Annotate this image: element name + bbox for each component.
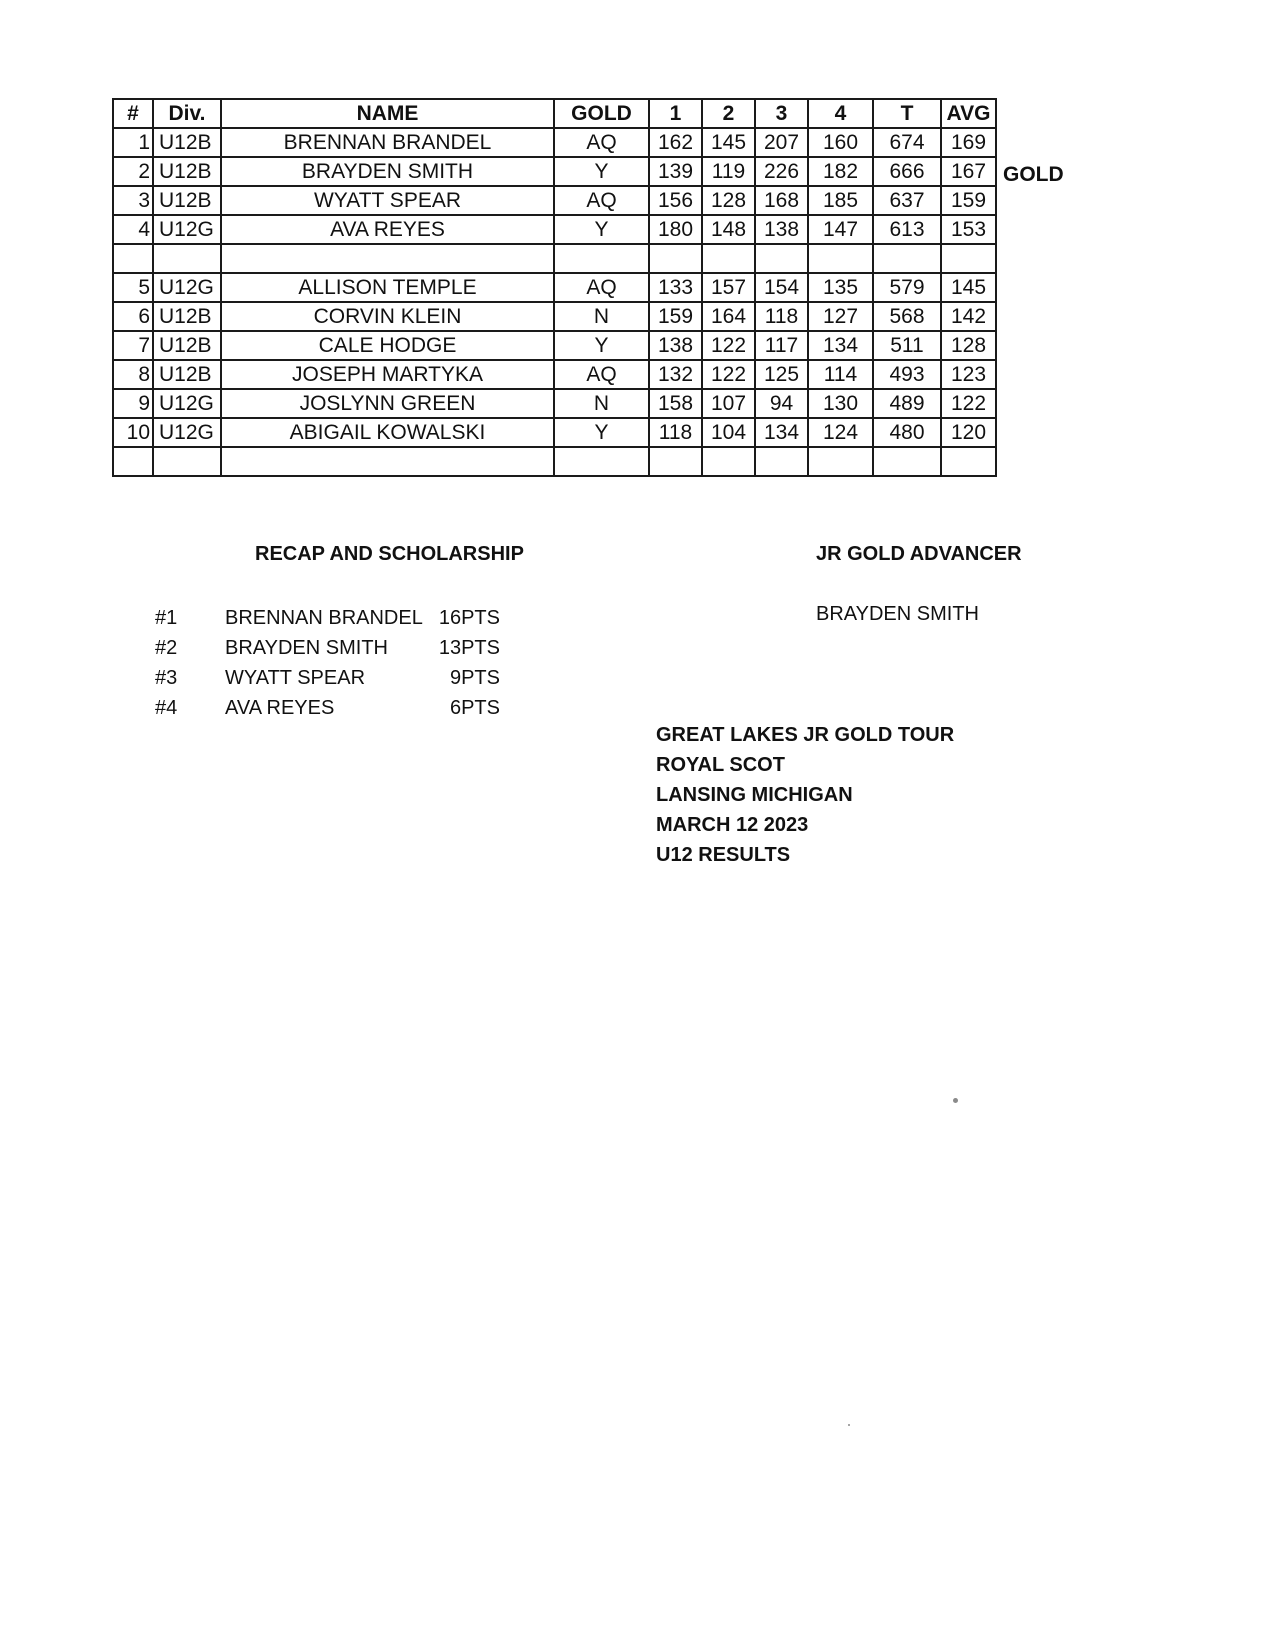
cell-game-4: 160: [808, 128, 873, 157]
cell-total: 489: [873, 389, 941, 418]
cell-game-3: 125: [755, 360, 808, 389]
recap-heading: RECAP AND SCHOLARSHIP: [255, 543, 524, 565]
cell-game-3: 207: [755, 128, 808, 157]
cell-game-2: 148: [702, 215, 755, 244]
cell-division: U12B: [153, 157, 221, 186]
cell-average: [941, 244, 996, 273]
cell-game-3: 226: [755, 157, 808, 186]
header-total: T: [873, 99, 941, 128]
cell-division: [153, 447, 221, 476]
table-row: [113, 157, 996, 186]
table-row: [113, 128, 996, 157]
header-average: AVG: [941, 99, 996, 128]
cell-rank: 10: [113, 418, 153, 447]
cell-average: 153: [941, 215, 996, 244]
cell-rank: 6: [113, 302, 153, 331]
cell-average: 142: [941, 302, 996, 331]
cell-game-3: 154: [755, 273, 808, 302]
cell-game-2: 107: [702, 389, 755, 418]
cell-game-4: [808, 447, 873, 476]
cell-game-1: 158: [649, 389, 702, 418]
recap-name: AVA REYES: [225, 697, 335, 719]
cell-game-1: 133: [649, 273, 702, 302]
cell-rank: 4: [113, 215, 153, 244]
recap-name: BRENNAN BRANDEL: [225, 607, 423, 629]
cell-gold: N: [554, 302, 649, 331]
cell-game-4: 134: [808, 331, 873, 360]
cell-game-4: 147: [808, 215, 873, 244]
cell-game-4: 114: [808, 360, 873, 389]
cell-average: 120: [941, 418, 996, 447]
advancer-name: BRAYDEN SMITH: [816, 603, 979, 625]
cell-name: ABIGAIL KOWALSKI: [221, 418, 554, 447]
scan-speck: [848, 1424, 850, 1426]
cell-division: U12G: [153, 273, 221, 302]
table-row: [113, 273, 996, 302]
cell-division: U12B: [153, 128, 221, 157]
cell-game-1: 162: [649, 128, 702, 157]
cell-game-1: 118: [649, 418, 702, 447]
cell-name: JOSLYNN GREEN: [221, 389, 554, 418]
cell-game-3: 118: [755, 302, 808, 331]
cell-rank: [113, 447, 153, 476]
cell-rank: 2: [113, 157, 153, 186]
results-table-body: [113, 128, 996, 476]
recap-rank: #3: [155, 667, 178, 689]
cell-average: [941, 447, 996, 476]
event-location: LANSING MICHIGAN: [656, 784, 853, 806]
cell-rank: 3: [113, 186, 153, 215]
cell-game-3: 94: [755, 389, 808, 418]
cell-division: U12G: [153, 389, 221, 418]
cell-average: 169: [941, 128, 996, 157]
gold-qualifier-tag: GOLD: [1003, 163, 1064, 186]
cell-total: 480: [873, 418, 941, 447]
cell-gold: [554, 244, 649, 273]
cell-game-4: 135: [808, 273, 873, 302]
recap-points: 16PTS: [438, 607, 500, 629]
cell-game-2: 104: [702, 418, 755, 447]
recap-name: BRAYDEN SMITH: [225, 637, 388, 659]
cell-total: 579: [873, 273, 941, 302]
cell-game-1: 132: [649, 360, 702, 389]
cell-game-3: 168: [755, 186, 808, 215]
cell-game-3: [755, 447, 808, 476]
cell-division: U12B: [153, 331, 221, 360]
cell-total: [873, 447, 941, 476]
cell-total: 613: [873, 215, 941, 244]
cell-gold: Y: [554, 331, 649, 360]
cell-gold: Y: [554, 157, 649, 186]
cell-average: 159: [941, 186, 996, 215]
cell-total: 666: [873, 157, 941, 186]
cell-name: BRENNAN BRANDEL: [221, 128, 554, 157]
event-date: MARCH 12 2023: [656, 814, 809, 836]
cell-game-4: 130: [808, 389, 873, 418]
cell-total: 568: [873, 302, 941, 331]
cell-gold: AQ: [554, 360, 649, 389]
cell-rank: 9: [113, 389, 153, 418]
header-game-2: 2: [702, 99, 755, 128]
cell-gold: Y: [554, 418, 649, 447]
cell-total: 493: [873, 360, 941, 389]
cell-game-4: [808, 244, 873, 273]
cell-name: JOSEPH MARTYKA: [221, 360, 554, 389]
cell-game-2: 122: [702, 360, 755, 389]
scan-speck: [953, 1098, 958, 1103]
cell-game-3: 117: [755, 331, 808, 360]
cell-game-2: [702, 244, 755, 273]
cell-game-1: [649, 244, 702, 273]
header-rank: #: [113, 99, 153, 128]
cell-name: ALLISON TEMPLE: [221, 273, 554, 302]
table-row: [113, 418, 996, 447]
cell-game-4: 127: [808, 302, 873, 331]
cell-game-2: [702, 447, 755, 476]
cell-rank: [113, 244, 153, 273]
table-header-row: [113, 99, 996, 128]
cell-rank: 8: [113, 360, 153, 389]
cell-average: 128: [941, 331, 996, 360]
table-row: [113, 360, 996, 389]
cell-gold: AQ: [554, 186, 649, 215]
event-tour-name: GREAT LAKES JR GOLD TOUR: [656, 724, 955, 746]
cell-name: BRAYDEN SMITH: [221, 157, 554, 186]
cell-rank: 5: [113, 273, 153, 302]
advancer-heading: JR GOLD ADVANCER: [816, 543, 1022, 565]
cell-game-2: 157: [702, 273, 755, 302]
cell-average: 123: [941, 360, 996, 389]
cell-rank: 7: [113, 331, 153, 360]
event-results-label: U12 RESULTS: [656, 844, 791, 866]
cell-rank: 1: [113, 128, 153, 157]
cell-division: U12G: [153, 418, 221, 447]
results-table: [112, 98, 997, 477]
recap-points: 13PTS: [438, 637, 500, 659]
header-game-3: 3: [755, 99, 808, 128]
table-row-blank: [113, 244, 996, 273]
cell-game-2: 122: [702, 331, 755, 360]
cell-name: AVA REYES: [221, 215, 554, 244]
cell-game-4: 124: [808, 418, 873, 447]
table-row: [113, 215, 996, 244]
recap-points: 9PTS: [449, 667, 500, 689]
cell-game-1: 156: [649, 186, 702, 215]
header-game-1: 1: [649, 99, 702, 128]
cell-division: U12B: [153, 302, 221, 331]
cell-division: [153, 244, 221, 273]
recap-name: WYATT SPEAR: [225, 667, 366, 689]
cell-game-1: 180: [649, 215, 702, 244]
cell-division: U12B: [153, 360, 221, 389]
cell-division: U12G: [153, 215, 221, 244]
cell-gold: AQ: [554, 273, 649, 302]
recap-rank: #1: [155, 607, 178, 629]
cell-name: CORVIN KLEIN: [221, 302, 554, 331]
table-row: [113, 331, 996, 360]
cell-average: 167: [941, 157, 996, 186]
recap-rank: #4: [155, 697, 178, 719]
header-gold: GOLD: [554, 99, 649, 128]
cell-game-1: [649, 447, 702, 476]
cell-total: 637: [873, 186, 941, 215]
table-row: [113, 186, 996, 215]
table-row-blank: [113, 447, 996, 476]
cell-game-3: 138: [755, 215, 808, 244]
recap-points: 6PTS: [449, 697, 500, 719]
header-division: Div.: [153, 99, 221, 128]
cell-total: 674: [873, 128, 941, 157]
cell-game-2: 119: [702, 157, 755, 186]
cell-game-1: 139: [649, 157, 702, 186]
cell-game-3: [755, 244, 808, 273]
event-info-block: [656, 720, 954, 870]
cell-game-3: 134: [755, 418, 808, 447]
recap-rank: #2: [155, 637, 178, 659]
event-venue: ROYAL SCOT: [656, 754, 785, 776]
table-row: [113, 389, 996, 418]
cell-game-1: 138: [649, 331, 702, 360]
cell-game-4: 185: [808, 186, 873, 215]
header-name: NAME: [221, 99, 554, 128]
cell-game-2: 164: [702, 302, 755, 331]
cell-game-2: 145: [702, 128, 755, 157]
cell-gold: N: [554, 389, 649, 418]
cell-name: WYATT SPEAR: [221, 186, 554, 215]
cell-gold: Y: [554, 215, 649, 244]
cell-name: CALE HODGE: [221, 331, 554, 360]
cell-game-4: 182: [808, 157, 873, 186]
cell-average: 122: [941, 389, 996, 418]
cell-total: [873, 244, 941, 273]
cell-average: 145: [941, 273, 996, 302]
cell-gold: [554, 447, 649, 476]
cell-total: 511: [873, 331, 941, 360]
cell-name: [221, 244, 554, 273]
cell-game-1: 159: [649, 302, 702, 331]
cell-gold: AQ: [554, 128, 649, 157]
cell-name: [221, 447, 554, 476]
table-row: [113, 302, 996, 331]
cell-division: U12B: [153, 186, 221, 215]
header-game-4: 4: [808, 99, 873, 128]
cell-game-2: 128: [702, 186, 755, 215]
